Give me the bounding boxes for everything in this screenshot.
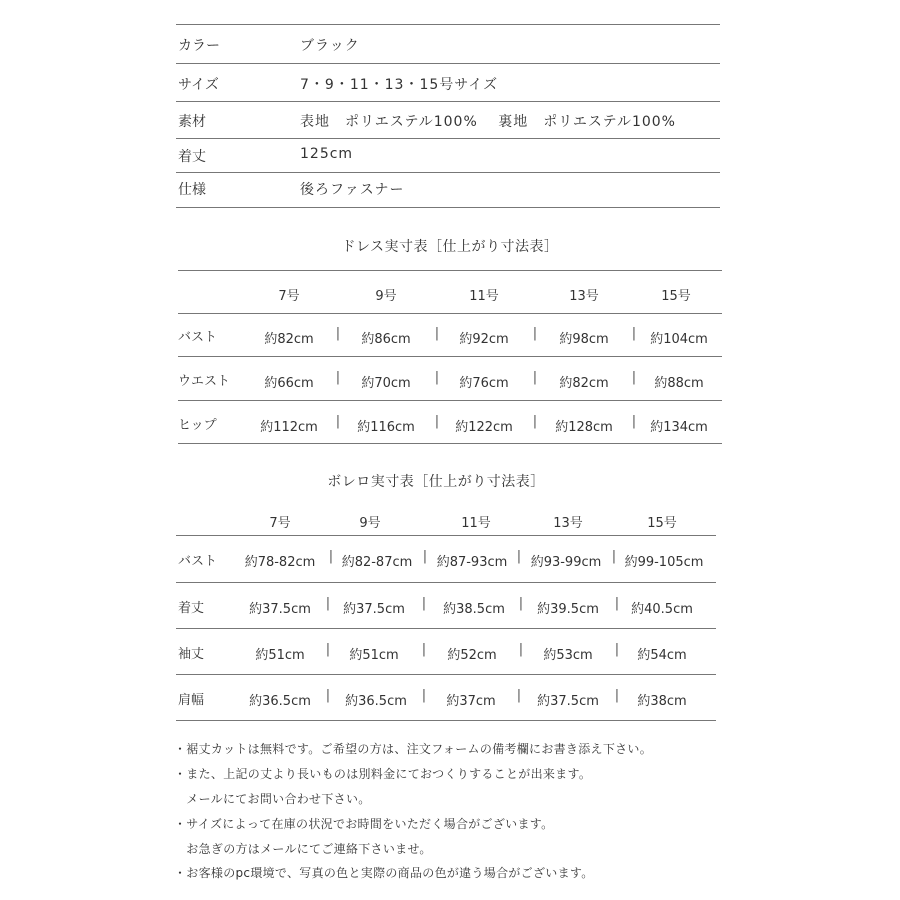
dress-cell: 約128cm (555, 420, 613, 435)
column-separator: | (421, 642, 427, 657)
divider (176, 138, 720, 139)
column-separator: | (516, 549, 522, 564)
column-separator: | (434, 414, 440, 429)
column-separator: | (335, 326, 341, 341)
spec-label-spec: 仕様 (178, 182, 206, 198)
column-separator: | (631, 326, 637, 341)
bolero-row-label-bust: バスト (178, 554, 218, 569)
divider (178, 313, 722, 314)
column-separator: | (631, 414, 637, 429)
bolero-header-13: 13号 (553, 516, 583, 531)
note-item: ・お客様のpc環境で、写真の色と実際の商品の色が違う場合がございます。 (174, 866, 594, 880)
bolero-cell: 約39.5cm (537, 602, 599, 617)
column-separator: | (516, 688, 522, 703)
bolero-cell: 約37cm (446, 694, 496, 709)
divider (176, 24, 720, 25)
dress-row-label-bust: バスト (178, 330, 218, 345)
dress-cell: 約134cm (650, 420, 708, 435)
dress-row-label-hip: ヒップ (178, 418, 217, 433)
dress-table-title: ドレス実寸表［仕上がり寸法表］ (341, 239, 559, 255)
bolero-cell: 約36.5cm (345, 694, 407, 709)
dress-cell: 約86cm (361, 332, 411, 347)
bolero-header-15: 15号 (647, 516, 677, 531)
note-item: お急ぎの方はメールにてご連絡下さいませ。 (174, 842, 432, 856)
note-item: ・裾丈カットは無料です。ご希望の方は、注文フォームの備考欄にお書き添え下さい。 (174, 742, 653, 756)
dress-cell: 約116cm (357, 420, 415, 435)
divider (176, 720, 716, 721)
divider (178, 356, 722, 357)
bolero-cell: 約37.5cm (537, 694, 599, 709)
bolero-cell: 約37.5cm (249, 602, 311, 617)
spec-value-size: 7・9・11・13・15号サイズ (300, 77, 499, 93)
dress-cell: 約98cm (559, 332, 609, 347)
divider (176, 628, 716, 629)
column-separator: | (614, 642, 620, 657)
column-separator: | (434, 326, 440, 341)
divider (178, 443, 722, 444)
bolero-table-title: ボレロ実寸表［仕上がり寸法表］ (327, 474, 545, 490)
dress-header-11: 11号 (469, 289, 499, 304)
dress-cell: 約112cm (260, 420, 318, 435)
column-separator: | (328, 549, 334, 564)
divider (176, 101, 720, 102)
dress-header-15: 15号 (661, 289, 691, 304)
divider (176, 674, 716, 675)
bolero-row-label-length: 着丈 (178, 601, 205, 616)
bolero-cell: 約99-105cm (624, 555, 704, 570)
divider (178, 270, 722, 271)
spec-value-spec: 後ろファスナー (300, 182, 405, 198)
column-separator: | (335, 370, 341, 385)
bolero-row-label-shoulder: 肩幅 (178, 693, 205, 708)
column-separator: | (631, 370, 637, 385)
divider (176, 63, 720, 64)
spec-label-size: サイズ (178, 77, 219, 93)
dress-cell: 約70cm (361, 376, 411, 391)
column-separator: | (614, 688, 620, 703)
bolero-cell: 約51cm (349, 648, 399, 663)
spec-label-length: 着丈 (178, 149, 206, 165)
bolero-cell: 約36.5cm (249, 694, 311, 709)
spec-value-color: ブラック (300, 38, 360, 54)
dress-cell: 約92cm (459, 332, 509, 347)
bolero-cell: 約37.5cm (343, 602, 405, 617)
spec-value-length: 125cm (300, 146, 354, 162)
column-separator: | (532, 370, 538, 385)
bolero-cell: 約38.5cm (443, 602, 505, 617)
spec-label-material: 素材 (178, 114, 206, 130)
column-separator: | (422, 549, 428, 564)
column-separator: | (421, 596, 427, 611)
dress-row-label-waist: ウエスト (178, 374, 231, 389)
column-separator: | (518, 642, 524, 657)
divider (176, 207, 720, 208)
dress-header-7: 7号 (278, 289, 300, 304)
dress-cell: 約122cm (455, 420, 513, 435)
dress-cell: 約82cm (559, 376, 609, 391)
column-separator: | (434, 370, 440, 385)
column-separator: | (532, 414, 538, 429)
note-item: ・サイズによって在庫の状況でお時間をいただく場合がございます。 (174, 817, 554, 831)
note-item: ・また、上記の丈より長いものは別料金にておつくりすることが出来ます。 (174, 767, 592, 781)
bolero-cell: 約51cm (255, 648, 305, 663)
bolero-cell: 約93-99cm (530, 555, 602, 570)
column-separator: | (335, 414, 341, 429)
divider (176, 172, 720, 173)
dress-header-9: 9号 (375, 289, 397, 304)
column-separator: | (614, 596, 620, 611)
column-separator: | (611, 549, 617, 564)
bolero-cell: 約82-87cm (341, 555, 413, 570)
bolero-cell: 約78-82cm (244, 555, 316, 570)
column-separator: | (532, 326, 538, 341)
column-separator: | (325, 688, 331, 703)
dress-cell: 約88cm (654, 376, 704, 391)
divider (176, 582, 716, 583)
note-item: メールにてお問い合わせ下さい。 (174, 792, 371, 806)
bolero-header-11: 11号 (461, 516, 491, 531)
spec-label-color: カラー (178, 38, 220, 54)
dress-cell: 約104cm (650, 332, 708, 347)
bolero-row-label-sleeve: 袖丈 (178, 647, 205, 662)
column-separator: | (518, 596, 524, 611)
bolero-cell: 約87-93cm (436, 555, 508, 570)
dress-cell: 約76cm (459, 376, 509, 391)
bolero-cell: 約38cm (637, 694, 687, 709)
bolero-cell: 約53cm (543, 648, 593, 663)
dress-header-13: 13号 (569, 289, 599, 304)
dress-cell: 約66cm (264, 376, 314, 391)
bolero-cell: 約40.5cm (631, 602, 693, 617)
dress-cell: 約82cm (264, 332, 314, 347)
bolero-cell: 約54cm (637, 648, 687, 663)
spec-value-material: 表地 ポリエステル100% 裏地 ポリエステル100% (300, 114, 676, 130)
divider (178, 400, 722, 401)
column-separator: | (325, 642, 331, 657)
bolero-header-7: 7号 (269, 516, 291, 531)
bolero-header-9: 9号 (359, 516, 381, 531)
column-separator: | (421, 688, 427, 703)
bolero-cell: 約52cm (447, 648, 497, 663)
divider (176, 535, 716, 536)
column-separator: | (325, 596, 331, 611)
